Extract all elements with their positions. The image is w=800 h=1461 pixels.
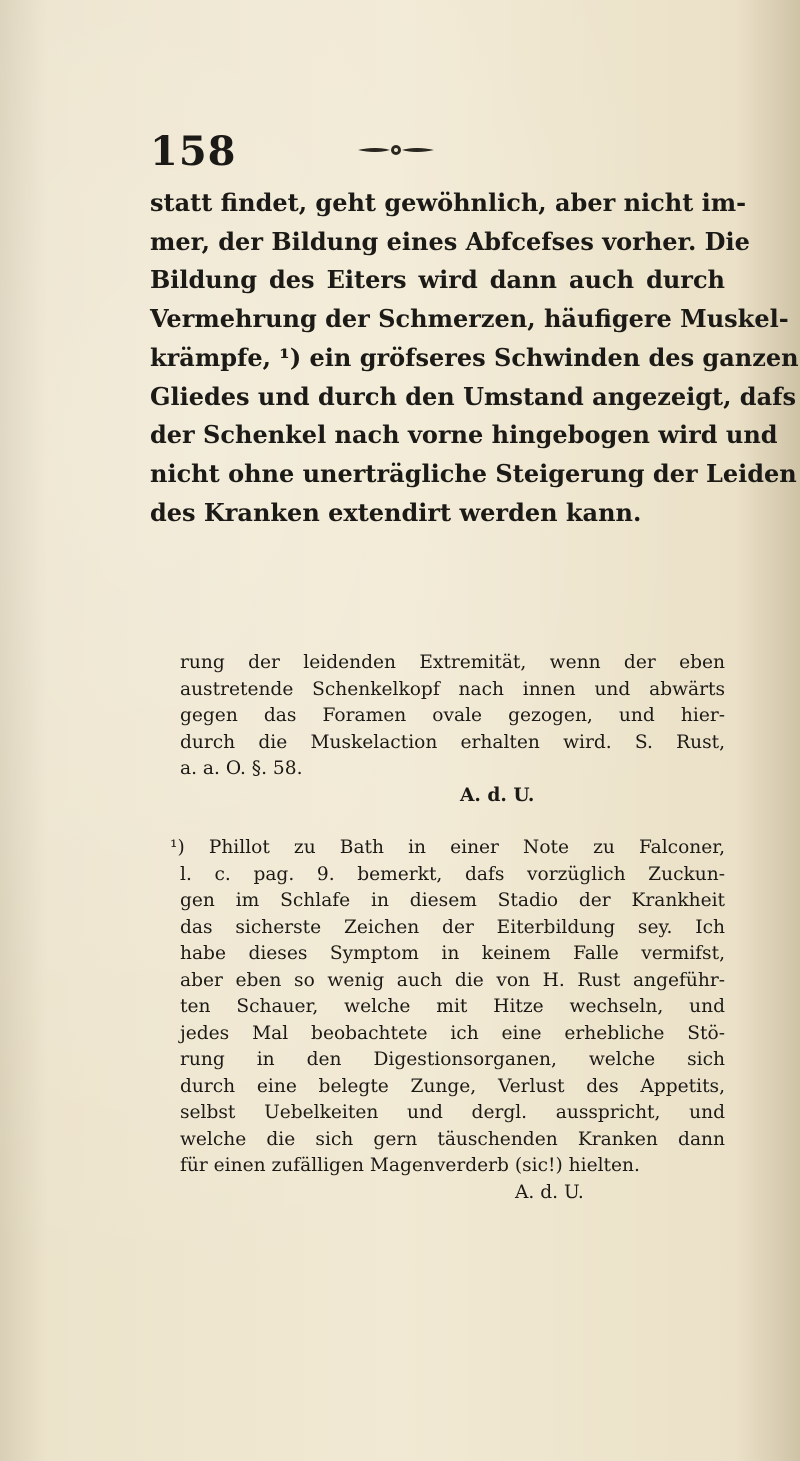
text-line: des Kranken extendirt werden kann.	[150, 497, 642, 527]
text-line: Vermehrung der Schmerzen, häufigere Muskel-	[150, 304, 789, 334]
ornament-divider-icon	[356, 142, 436, 158]
text-line: der Schenkel nach vorne hingebogen wird und	[150, 420, 778, 450]
footnote-line: habe dieses Symptom in keinem Falle vermifst,	[180, 943, 725, 964]
footnote-signature: A. d. U.	[460, 784, 535, 806]
footnote-line: selbst Uebelkeiten und dergl. ausspricht, und	[180, 1102, 725, 1123]
text-line: mer, der Bildung eines Abfcefses vorher. Die	[150, 226, 750, 256]
text-line: Bildung des Eiters wird dann auch durch	[150, 265, 725, 295]
footnote-line: l. c. pag. 9. bemerkt, dafs vorzüglich Zuckun-	[180, 863, 725, 885]
text-line: Gliedes und durch den Umstand angezeigt, dafs	[150, 381, 796, 411]
footnote-line: rung in den Digestionsorganen, welche sich	[180, 1049, 725, 1070]
footnote-line: für einen zufälligen Magenverderb (sic!) hielten.	[180, 1155, 640, 1176]
text-line: krämpfe, ¹) ein gröfseres Schwinden des ganzen	[150, 342, 799, 372]
footnote-line: austretende Schenkelkopf nach innen und abwärts	[180, 678, 725, 700]
footnote-line: gegen das Foramen ovale gezogen, und hier-	[180, 705, 725, 726]
footnote-gap	[180, 809, 725, 835]
footnote-line: welche die sich gern täuschenden Kranken dann	[180, 1128, 725, 1150]
text-line: nicht ohne unerträgliche Steigerung der Leiden	[150, 458, 797, 488]
footnote-1	[170, 835, 725, 1206]
footnote-line: gen im Schlafe in diesem Stadio der Krankheit	[180, 890, 725, 911]
footnotes	[170, 650, 725, 1206]
text-line: statt findet, geht gewöhnlich, aber nicht im-	[150, 188, 747, 217]
footnote-line: aber eben so wenig auch die von H. Rust angeführ-	[180, 969, 725, 991]
footnote-line: ¹) Phillot zu Bath in einer Note zu Falconer,	[170, 837, 725, 858]
footnote-line: das sicherste Zeichen der Eiterbildung sey. Ich	[180, 916, 725, 938]
footnote-line: durch die Muskelaction erhalten wird. S. Rust,	[180, 731, 725, 753]
footnote-line: ten Schauer, welche mit Hitze wechseln, und	[180, 996, 725, 1017]
footnote-line: a. a. O. §. 58.	[180, 758, 303, 779]
footnote-signature: A. d. U.	[515, 1181, 584, 1203]
footnote-continued	[180, 650, 725, 809]
footnote-line: jedes Mal beobachtete ich eine erhebliche Stö-	[180, 1022, 725, 1044]
main-paragraph	[150, 184, 799, 532]
page-header	[150, 128, 610, 178]
page-number: 158	[150, 128, 237, 175]
footnote-line: durch eine belegte Zunge, Verlust des Appetits,	[180, 1075, 725, 1097]
footnote-line: rung der leidenden Extremität, wenn der eben	[180, 652, 725, 673]
